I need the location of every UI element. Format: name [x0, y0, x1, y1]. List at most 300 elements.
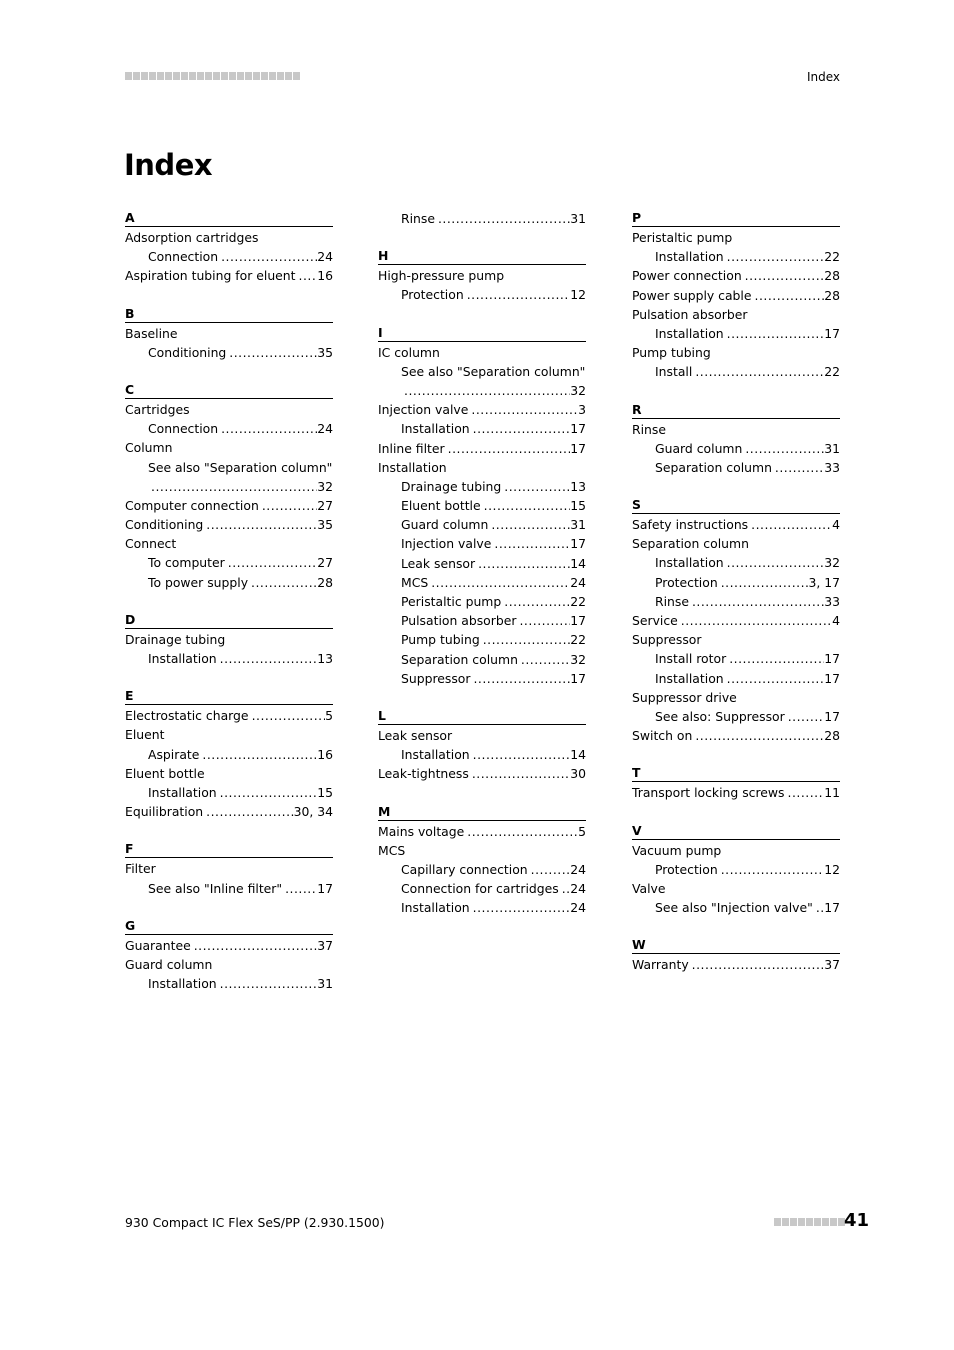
- entry-page-link[interactable]: 15: [570, 498, 586, 514]
- index-entry-heading: Eluent: [125, 727, 165, 743]
- entry-term: See also: Suppressor: [655, 708, 785, 724]
- entry-term: Installation: [401, 421, 470, 437]
- dot-leader: [148, 477, 317, 496]
- entry-term: Installation: [655, 670, 724, 686]
- entry-term: Leak sensor: [401, 555, 476, 571]
- index-subentry: [632, 324, 840, 343]
- dot-leader: [785, 707, 825, 726]
- entry-page-link[interactable]: 14: [570, 747, 586, 763]
- entry-term: Guard column: [401, 517, 489, 533]
- dot-leader: [464, 285, 571, 304]
- dot-leader: [491, 534, 570, 553]
- entry-page-link[interactable]: 33: [824, 593, 840, 609]
- index-entry: [378, 764, 586, 783]
- index-subentry-label: See also "Separation column": [148, 459, 333, 475]
- entry-page-link[interactable]: 22: [570, 594, 586, 609]
- entry-term: Connection: [148, 421, 219, 437]
- dot-leader: [191, 936, 318, 955]
- entry-page-link[interactable]: 22: [824, 249, 840, 265]
- dot-leader: [226, 343, 317, 362]
- section-gap: [378, 688, 586, 707]
- index-entry: [632, 266, 840, 285]
- index-subentry: [632, 649, 840, 668]
- entry-page-link[interactable]: 13: [570, 478, 586, 494]
- entry-page-link[interactable]: 24: [570, 881, 586, 897]
- index-letter-heading: A: [125, 209, 333, 227]
- index-letter-heading: L: [378, 707, 586, 725]
- index-letter-heading: F: [125, 840, 333, 858]
- dot-leader: [692, 362, 824, 381]
- index-subentry: [632, 860, 840, 879]
- index-subentry: [632, 573, 840, 592]
- dot-leader: [678, 611, 832, 630]
- index-subentry: [632, 669, 840, 688]
- dot-leader: [772, 458, 824, 477]
- index-entry: [125, 936, 333, 955]
- entry-term: Pulsation absorber: [401, 613, 517, 629]
- index-subentry: [378, 515, 586, 534]
- index-subentry: [125, 477, 333, 496]
- entry-page-link[interactable]: 22: [824, 364, 840, 380]
- index-entry-heading: Vacuum pump: [632, 842, 722, 858]
- section-gap: [378, 305, 586, 324]
- footer-product: 930 Compact IC Flex SeS/PP (2.930.1500): [125, 1215, 385, 1230]
- entry-term: Installation: [148, 651, 217, 666]
- section-gap: [125, 821, 333, 840]
- dot-leader: [217, 783, 318, 802]
- entry-page-link[interactable]: 4: [832, 613, 840, 628]
- index-subentry: [378, 419, 586, 438]
- dot-leader: [218, 247, 317, 266]
- entry-page-link[interactable]: 24: [570, 900, 586, 916]
- index-letter-heading: C: [125, 381, 333, 399]
- index-letter-heading: I: [378, 324, 586, 342]
- entry-term: Warranty: [632, 957, 689, 973]
- dot-leader: [470, 669, 570, 688]
- section-gap: [125, 286, 333, 305]
- entry-term: To computer: [148, 555, 225, 571]
- entry-page-link[interactable]: 17: [824, 325, 840, 341]
- entry-term: Installation: [401, 900, 470, 916]
- entry-term: Protection: [655, 861, 718, 877]
- dot-leader: [401, 381, 570, 400]
- index-entry-heading: Eluent bottle: [125, 765, 205, 781]
- entry-term: Electrostatic charge: [125, 708, 249, 724]
- index-entry-heading: Guard column: [125, 956, 213, 972]
- dot-leader: [718, 860, 825, 879]
- entry-page-link[interactable]: 31: [570, 517, 586, 533]
- index-entry: [378, 439, 586, 458]
- dot-leader: [218, 419, 317, 438]
- index-entry: [125, 706, 333, 725]
- entry-page-link[interactable]: 24: [317, 421, 333, 437]
- page-title: Index: [124, 148, 213, 182]
- index-entry-heading: Suppressor: [632, 632, 702, 648]
- dot-leader: [428, 573, 570, 592]
- entry-term: Installation: [655, 249, 724, 265]
- index-subentry: [125, 783, 333, 802]
- dot-leader: [726, 649, 824, 668]
- dot-leader: [282, 879, 317, 898]
- entry-page-link[interactable]: 31: [824, 440, 840, 456]
- entry-term: Connection: [148, 249, 219, 265]
- index-entry-heading: IC column: [378, 344, 440, 360]
- dot-leader: [689, 955, 825, 974]
- entry-term: Separation column: [401, 651, 518, 667]
- dot-leader: [752, 286, 825, 305]
- dot-leader: [724, 553, 825, 572]
- index-entry: [125, 802, 333, 821]
- entry-term: Capillary connection: [401, 861, 528, 877]
- dot-leader: [248, 573, 317, 592]
- dot-leader: [225, 553, 317, 572]
- entry-page-link[interactable]: 3, 17: [808, 574, 840, 590]
- entry-term: See also "Inline filter": [148, 880, 283, 896]
- dot-leader: [203, 515, 317, 534]
- index-entry: [632, 286, 840, 305]
- entry-page-link[interactable]: 27: [317, 555, 333, 571]
- dot-leader: [813, 898, 824, 917]
- entry-term: Installation: [655, 555, 724, 571]
- index-letter-heading: W: [632, 936, 840, 954]
- entry-term: Mains voltage: [378, 823, 465, 839]
- entry-term: See also "Injection valve": [655, 900, 813, 916]
- index-subentry: [378, 860, 586, 879]
- dot-leader: [488, 515, 570, 534]
- section-gap: [378, 784, 586, 803]
- entry-page-link[interactable]: 17: [570, 440, 586, 456]
- entry-term: Rinse: [401, 211, 435, 226]
- index-subentry: [125, 745, 333, 764]
- entry-term: Injection valve: [401, 536, 492, 552]
- index-subentry: [378, 745, 586, 764]
- index-letter-heading: V: [632, 822, 840, 840]
- entry-term: Computer connection: [125, 497, 259, 513]
- entry-page-link[interactable]: 24: [570, 861, 586, 877]
- entry-page-link[interactable]: 32: [824, 555, 840, 571]
- entry-page-link[interactable]: 15: [317, 784, 333, 800]
- index-entry-heading: Adsorption cartridges: [125, 230, 259, 245]
- running-header: Index: [806, 70, 840, 84]
- index-subentry: [125, 343, 333, 362]
- entry-page-link[interactable]: 17: [824, 708, 840, 724]
- entry-term: Installation: [401, 747, 470, 763]
- entry-page-link[interactable]: 24: [570, 574, 586, 590]
- entry-page-link[interactable]: 28: [317, 574, 333, 590]
- dot-leader: [475, 554, 570, 573]
- entry-term: Separation column: [655, 459, 772, 475]
- entry-page-link[interactable]: 33: [824, 459, 840, 475]
- index-subentry: [378, 554, 586, 573]
- index-subentry: [125, 553, 333, 572]
- section-gap: [632, 382, 840, 401]
- index-entry-heading: MCS: [378, 842, 406, 858]
- entry-page-link[interactable]: 17: [570, 536, 586, 552]
- header-decoration: [125, 72, 300, 80]
- entry-term: To power supply: [148, 574, 249, 590]
- entry-page-link[interactable]: 17: [570, 421, 586, 437]
- dot-leader: [480, 630, 571, 649]
- index-entry-heading: Rinse: [632, 421, 666, 437]
- section-gap: [125, 362, 333, 381]
- index-subentry: [632, 362, 840, 381]
- dot-leader: [217, 974, 318, 993]
- index-subentry: [378, 381, 586, 400]
- entry-page-link[interactable]: 30, 34: [293, 804, 333, 820]
- index-subentry: [378, 630, 586, 649]
- entry-term: Aspiration tubing for eluent: [125, 268, 296, 284]
- index-letter-heading: E: [125, 687, 333, 705]
- dot-leader: [259, 496, 317, 515]
- index-entry: [632, 611, 840, 630]
- index-column-2: [378, 209, 586, 917]
- dot-leader: [203, 802, 293, 821]
- entry-page-link[interactable]: 17: [824, 670, 840, 686]
- index-entry-heading: Suppressor drive: [632, 689, 737, 705]
- index-entry-heading: Peristaltic pump: [632, 230, 733, 245]
- section-gap: [632, 803, 840, 822]
- index-letter-heading: B: [125, 305, 333, 323]
- entry-term: Eluent bottle: [401, 498, 481, 514]
- index-subentry: [632, 592, 840, 611]
- index-subentry: [125, 649, 333, 668]
- dot-leader: [501, 477, 570, 496]
- dot-leader: [469, 764, 570, 783]
- entry-term: Safety instructions: [632, 517, 749, 533]
- index-letter-heading: H: [378, 247, 586, 265]
- entry-page-link[interactable]: 37: [317, 937, 333, 953]
- dot-leader: [249, 706, 326, 725]
- index-entry-heading: Pump tubing: [632, 345, 711, 361]
- entry-term: Installation: [148, 976, 217, 992]
- entry-term: Power supply cable: [632, 287, 752, 303]
- index-entry: [125, 515, 333, 534]
- entry-page-link[interactable]: 28: [824, 728, 840, 744]
- dot-leader: [470, 745, 571, 764]
- index-entry-heading: Valve: [632, 880, 666, 896]
- entry-page-link[interactable]: 24: [317, 249, 333, 265]
- dot-leader: [470, 419, 571, 438]
- entry-page-link[interactable]: 5: [325, 708, 333, 724]
- entry-term: Rinse: [655, 593, 689, 609]
- entry-page-link[interactable]: 3: [578, 402, 586, 418]
- index-entry: [632, 955, 840, 974]
- dot-leader: [445, 439, 571, 458]
- dot-leader: [724, 324, 825, 343]
- dot-leader: [748, 515, 832, 534]
- index-subentry: [632, 247, 840, 266]
- dot-leader: [516, 611, 570, 630]
- index-subentry: [378, 592, 586, 611]
- entry-page-link[interactable]: 14: [570, 555, 586, 571]
- entry-term: Drainage tubing: [401, 478, 502, 494]
- index-entry-heading: Leak sensor: [378, 727, 453, 743]
- dot-leader: [718, 573, 809, 592]
- index-entry: [125, 496, 333, 515]
- entry-page-link[interactable]: 32: [570, 651, 586, 667]
- index-entry: [378, 400, 586, 419]
- index-subentry: [378, 477, 586, 496]
- entry-term: Equilibration: [125, 804, 204, 820]
- entry-term: Switch on: [632, 728, 693, 744]
- dot-leader: [470, 898, 571, 917]
- entry-term: Install rotor: [655, 651, 727, 667]
- entry-page-link[interactable]: 32: [570, 382, 586, 398]
- index-entry-heading: Baseline: [125, 325, 178, 341]
- entry-page-link[interactable]: 17: [824, 900, 840, 916]
- entry-term: Protection: [401, 287, 464, 303]
- entry-page-link[interactable]: 30: [570, 766, 586, 782]
- index-subentry: [378, 209, 586, 228]
- entry-term: Service: [632, 613, 678, 628]
- index-subentry: [378, 650, 586, 669]
- dot-leader: [501, 592, 570, 611]
- entry-term: Peristaltic pump: [401, 594, 502, 609]
- entry-term: Power connection: [632, 268, 742, 284]
- index-subentry: [632, 707, 840, 726]
- entry-term: Aspirate: [148, 746, 200, 762]
- entry-page-link[interactable]: 28: [824, 268, 840, 284]
- entry-term: Transport locking screws: [632, 785, 785, 801]
- entry-page-link[interactable]: 22: [570, 632, 586, 648]
- index-subentry: [125, 573, 333, 592]
- dot-leader: [742, 439, 824, 458]
- entry-page-link[interactable]: 31: [317, 976, 333, 992]
- entry-page-link[interactable]: 17: [824, 651, 840, 667]
- entry-page-link[interactable]: 17: [570, 613, 586, 629]
- entry-page-link[interactable]: 17: [317, 880, 333, 896]
- index-subentry: [378, 611, 586, 630]
- dot-leader: [518, 650, 570, 669]
- entry-page-link[interactable]: 35: [317, 344, 333, 360]
- entry-page-link[interactable]: 31: [570, 211, 586, 226]
- entry-term: Protection: [655, 574, 718, 590]
- entry-page-link[interactable]: 11: [824, 785, 840, 801]
- entry-page-link[interactable]: 13: [317, 651, 333, 666]
- index-subentry: [378, 496, 586, 515]
- entry-page-link[interactable]: 28: [824, 287, 840, 303]
- index-subentry: [125, 419, 333, 438]
- index-letter-heading: S: [632, 496, 840, 514]
- index-entry-heading: Connect: [125, 536, 177, 552]
- dot-leader: [559, 879, 570, 898]
- index-entry: [378, 822, 586, 841]
- section-gap: [125, 898, 333, 917]
- index-entry-heading: Installation: [378, 459, 447, 475]
- dot-leader: [481, 496, 571, 515]
- index-letter-heading: D: [125, 611, 333, 629]
- index-entry: [125, 266, 333, 285]
- index-column-1: [125, 209, 333, 993]
- index-subentry: [632, 898, 840, 917]
- index-entry-heading: Column: [125, 440, 173, 456]
- entry-term: Conditioning: [148, 344, 227, 360]
- index-subentry: [378, 285, 586, 304]
- entry-term: Suppressor: [401, 670, 471, 686]
- dot-leader: [464, 822, 578, 841]
- section-gap: [632, 917, 840, 936]
- dot-leader: [692, 726, 824, 745]
- section-gap: [632, 745, 840, 764]
- index-subentry: [378, 879, 586, 898]
- entry-term: Inline filter: [378, 440, 445, 456]
- entry-page-link[interactable]: 4: [832, 517, 840, 533]
- dot-leader: [724, 669, 825, 688]
- entry-page-link[interactable]: 12: [824, 861, 840, 877]
- index-subentry-label: See also "Separation column": [401, 363, 586, 379]
- index-subentry: [378, 669, 586, 688]
- index-entry-heading: Pulsation absorber: [632, 306, 748, 322]
- entry-page-link[interactable]: 12: [570, 287, 586, 303]
- entry-page-link[interactable]: 17: [570, 670, 586, 686]
- entry-term: Leak-tightness: [378, 766, 469, 782]
- entry-term: Installation: [655, 325, 724, 341]
- index-subentry: [632, 439, 840, 458]
- entry-term: Install: [655, 364, 693, 380]
- index-subentry: [125, 879, 333, 898]
- entry-term: Guard column: [655, 440, 743, 456]
- index-letter-heading: R: [632, 401, 840, 419]
- entry-term: Connection for cartridges: [401, 881, 559, 897]
- entry-page-link[interactable]: 5: [578, 823, 586, 839]
- index-letter-heading: G: [125, 917, 333, 935]
- section-gap: [378, 228, 586, 247]
- section-gap: [125, 668, 333, 687]
- index-subentry: [378, 573, 586, 592]
- dot-leader: [296, 266, 318, 285]
- index-subentry: [632, 458, 840, 477]
- index-entry-heading: Cartridges: [125, 401, 190, 417]
- dot-leader: [689, 592, 824, 611]
- page-number: 41: [844, 1210, 870, 1231]
- index-letter-heading: P: [632, 209, 840, 227]
- dot-leader: [742, 266, 825, 285]
- section-gap: [632, 477, 840, 496]
- section-gap: [125, 592, 333, 611]
- dot-leader: [217, 649, 318, 668]
- entry-page-link[interactable]: 16: [317, 746, 333, 762]
- index-entry-heading: Filter: [125, 861, 156, 877]
- entry-page-link[interactable]: 35: [317, 517, 333, 533]
- index-letter-heading: M: [378, 803, 586, 821]
- index-column-3: [632, 209, 840, 974]
- footer-decoration: [774, 1218, 845, 1226]
- dot-leader: [468, 400, 578, 419]
- dot-leader: [785, 783, 825, 802]
- entry-page-link[interactable]: 37: [824, 957, 840, 973]
- dot-leader: [435, 209, 570, 228]
- index-entry: [632, 726, 840, 745]
- index-entry-heading: High-pressure pump: [378, 268, 505, 284]
- index-subentry: [378, 534, 586, 553]
- dot-leader: [528, 860, 571, 879]
- entry-page-link[interactable]: 27: [317, 497, 333, 513]
- index-subentry: [125, 247, 333, 266]
- entry-page-link[interactable]: 16: [317, 268, 333, 284]
- index-subentry: [632, 553, 840, 572]
- entry-term: MCS: [401, 574, 429, 590]
- entry-page-link[interactable]: 32: [317, 478, 333, 494]
- entry-term: Injection valve: [378, 402, 469, 418]
- entry-term: Pump tubing: [401, 632, 480, 648]
- index-entry: [632, 515, 840, 534]
- entry-term: Conditioning: [125, 517, 204, 533]
- index-entry-heading: Separation column: [632, 536, 749, 552]
- index-subentry: [378, 898, 586, 917]
- index-letter-heading: T: [632, 764, 840, 782]
- dot-leader: [199, 745, 317, 764]
- index-subentry: [125, 974, 333, 993]
